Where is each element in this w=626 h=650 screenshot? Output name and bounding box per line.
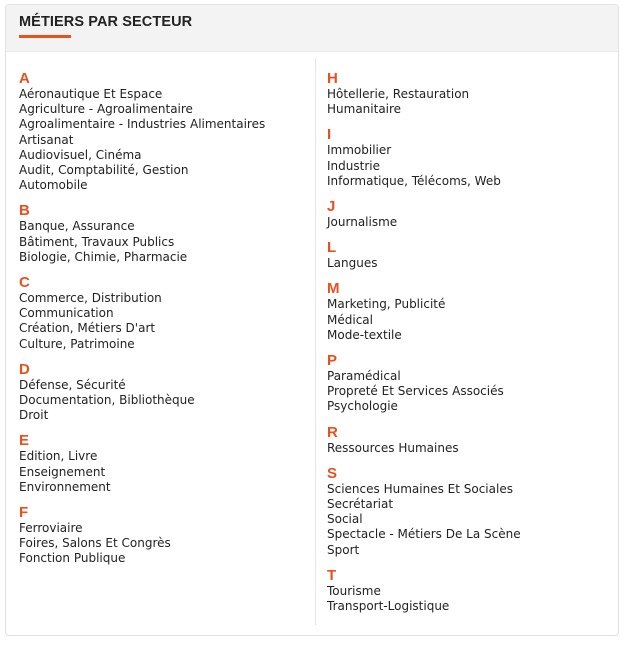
sector-link-immobilier[interactable]: Immobilier [327, 143, 392, 158]
sector-link-informatique-telecoms-web[interactable]: Informatique, Télécoms, Web [327, 173, 501, 188]
sector-link-spectacle-metiers-de-la-scene[interactable]: Spectacle - Métiers De La Scène [327, 527, 521, 542]
sector-link-hotellerie-restauration[interactable]: Hôtellerie, Restauration [327, 87, 470, 101]
sector-link-foires-salons-et-congres[interactable]: Foires, Salons Et Congrès [19, 536, 171, 551]
sector-columns [6, 52, 618, 635]
sector-link-commerce-distribution[interactable]: Commerce, Distribution [19, 291, 162, 306]
sector-group-c [19, 274, 311, 352]
group-letter: S [327, 464, 338, 482]
sector-group-e [19, 432, 311, 495]
card-header [6, 5, 618, 52]
sector-column-left [19, 70, 311, 576]
sector-link-social[interactable]: Social [327, 512, 363, 527]
group-letter: R [327, 423, 338, 441]
sector-link-banque-assurance[interactable]: Banque, Assurance [19, 219, 135, 234]
sector-link-audit-comptabilite-gestion[interactable]: Audit, Comptabilité, Gestion [19, 163, 189, 178]
sector-link-paramedical[interactable]: Paramédical [327, 369, 401, 384]
group-letter: J [327, 198, 336, 216]
sector-group-s [327, 465, 612, 558]
sector-group-d [19, 361, 311, 424]
sector-group-r [327, 424, 612, 456]
sector-link-proprete-et-services-associes[interactable]: Propreté Et Services Associés [327, 384, 504, 399]
sector-link-batiment-travaux-publics[interactable]: Bâtiment, Travaux Publics [19, 234, 175, 249]
group-letter: T [327, 566, 337, 584]
sector-link-agroalimentaire-industries-alimentaires[interactable]: Agroalimentaire - Industries Alimentaires [19, 117, 266, 132]
sector-link-agriculture-agroalimentaire[interactable]: Agriculture - Agroalimentaire [19, 102, 193, 117]
sector-link-documentation-bibliotheque[interactable]: Documentation, Bibliothèque [19, 393, 195, 408]
sector-link-communication[interactable]: Communication [19, 306, 114, 321]
column-divider [315, 58, 316, 625]
sector-link-sport[interactable]: Sport [327, 542, 360, 557]
sector-link-ressources-humaines[interactable]: Ressources Humaines [327, 440, 459, 455]
sector-link-biologie-chimie-pharmacie[interactable]: Biologie, Chimie, Pharmacie [19, 249, 188, 264]
group-letter: I [327, 126, 332, 144]
group-letter: F [19, 504, 29, 522]
sector-group-a [19, 70, 311, 193]
group-letter: P [327, 352, 338, 370]
group-letter: E [19, 432, 30, 450]
title-underline [19, 35, 71, 38]
group-letter: M [327, 280, 340, 298]
group-letter: D [19, 360, 30, 378]
sector-group-f [19, 504, 311, 567]
sector-link-environnement[interactable]: Environnement [19, 479, 111, 494]
sector-link-industrie[interactable]: Industrie [327, 158, 380, 173]
sector-link-transport-logistique[interactable]: Transport-Logistique [327, 599, 450, 614]
sector-group-i [327, 126, 612, 189]
sector-link-secretariat[interactable]: Secrétariat [327, 497, 394, 512]
sector-link-artisanat[interactable]: Artisanat [19, 132, 74, 147]
group-letter: A [19, 70, 30, 87]
sector-link-defense-securite[interactable]: Défense, Sécurité [19, 377, 126, 392]
sector-link-marketing-publicite[interactable]: Marketing, Publicité [327, 297, 446, 312]
sector-link-sciences-humaines-et-sociales[interactable]: Sciences Humaines Et Sociales [327, 481, 513, 496]
sector-link-automobile[interactable]: Automobile [19, 178, 88, 193]
sector-group-p [327, 352, 612, 415]
page-title: MÉTIERS PAR SECTEUR [19, 14, 193, 30]
sector-group-h [327, 70, 612, 117]
sector-column-right [327, 70, 612, 623]
sector-link-langues[interactable]: Langues [327, 256, 378, 271]
group-letter: C [19, 274, 30, 292]
group-letter: H [327, 70, 338, 87]
sector-link-enseignement[interactable]: Enseignement [19, 464, 106, 479]
sector-link-medical[interactable]: Médical [327, 312, 373, 327]
sector-link-edition-livre[interactable]: Edition, Livre [19, 449, 98, 464]
sector-link-culture-patrimoine[interactable]: Culture, Patrimoine [19, 336, 135, 351]
sector-link-tourisme[interactable]: Tourisme [327, 583, 381, 598]
sector-link-fonction-publique[interactable]: Fonction Publique [19, 551, 126, 566]
sector-group-t [327, 567, 612, 614]
sector-link-psychologie[interactable]: Psychologie [327, 399, 398, 414]
sector-link-mode-textile[interactable]: Mode-textile [327, 327, 402, 342]
sector-link-droit[interactable]: Droit [19, 408, 49, 423]
sector-link-creation-metiers-d-art[interactable]: Création, Métiers D'art [19, 321, 156, 336]
sector-group-b [19, 202, 311, 265]
sector-link-aeronautique-et-espace[interactable]: Aéronautique Et Espace [19, 87, 163, 101]
group-letter: L [327, 239, 337, 257]
sector-link-audiovisuel-cinema[interactable]: Audiovisuel, Cinéma [19, 147, 142, 162]
sector-group-l [327, 239, 612, 271]
sectors-card [5, 4, 619, 636]
sector-link-ferroviaire[interactable]: Ferroviaire [19, 521, 83, 536]
sector-group-m [327, 280, 612, 343]
sector-group-j [327, 198, 612, 230]
sector-link-humanitaire[interactable]: Humanitaire [327, 102, 402, 117]
group-letter: B [19, 202, 30, 220]
sector-link-journalisme[interactable]: Journalisme [327, 215, 398, 230]
